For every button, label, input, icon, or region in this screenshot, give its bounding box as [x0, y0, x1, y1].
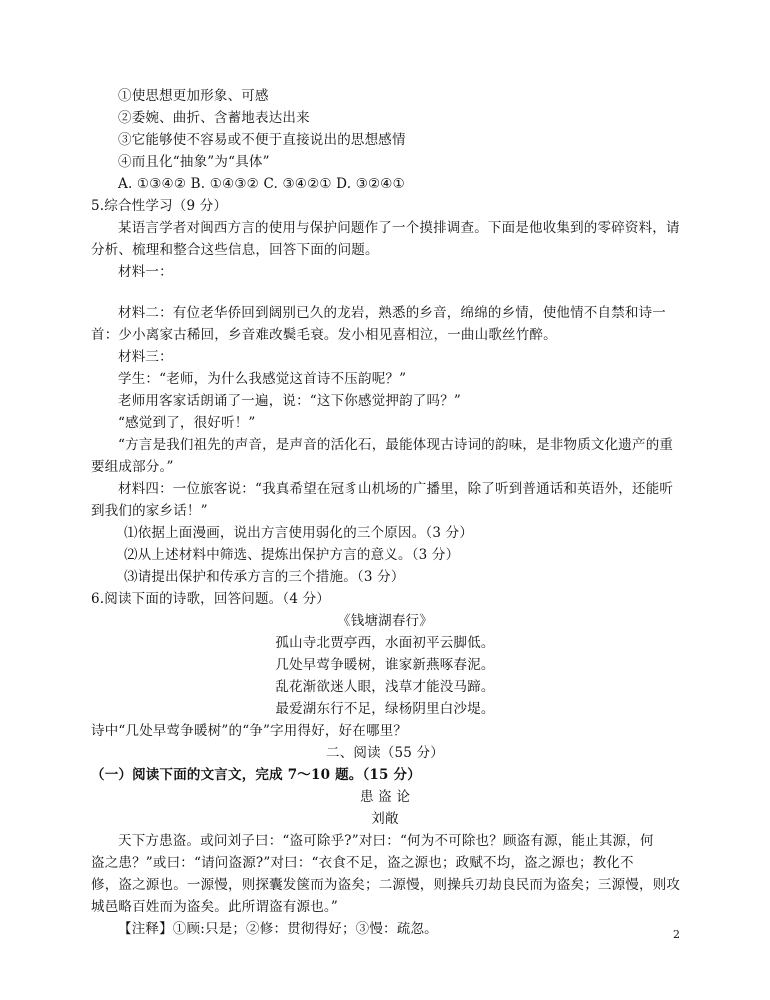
- q5-sub-3: ⑶请提出保护和传承方言的三个措施。（3 分）: [124, 569, 405, 585]
- q5-intro-2: 分析、梳理和整合这些信息，回答下面的问题。: [91, 242, 379, 258]
- q6-heading: 6.阅读下面的诗歌，回答问题。（4 分）: [91, 591, 331, 607]
- q5-intro-1: 某语言学者对闽西方言的使用与保护问题作了一个摸排调查。下面是他收集到的零碎资料，请: [118, 220, 680, 236]
- poem-line-2: 几处早莺争暖树，谁家新燕啄春泥。: [275, 657, 495, 673]
- option-3: ③它能够使不容易或不便于直接说出的思想感情: [118, 132, 406, 148]
- poem-line-4: 最爱湖东行不足，绿杨阴里白沙堤。: [275, 701, 495, 717]
- material-4-line-2: 到我们的家乡话！”: [91, 503, 208, 519]
- part-1-instructions: （一）阅读下面的文言文，完成 7～10 题。（15 分）: [91, 767, 421, 783]
- essay-line-1: 天下方患盗。或问刘子曰：“盗可除乎?”对曰：“何为不可除也？顾盗有源，能止其源，何: [118, 833, 654, 849]
- essay-note: 【注释】①顾:只是；②修：贯彻得好；③慢：疏忽。: [118, 921, 438, 937]
- essay-author: 刘敞: [371, 811, 399, 827]
- material-2-line-1: 材料二：有位老华侨回到阔别已久的龙岩，熟悉的乡音，绵绵的乡情，使他情不自禁和诗一: [118, 305, 666, 321]
- material-3-quote-1: “方言是我们祖先的声音，是声音的活化石，最能体现古诗词的韵味，是非物质文化遗产的重: [118, 437, 674, 453]
- essay-line-2: 盗之患？”或曰：“请问盗源?”对曰：“衣食不足，盗之源也；政赋不均，盗之源也；教化不: [91, 855, 634, 871]
- q5-heading: 5.综合性学习（9 分）: [91, 198, 228, 214]
- essay-line-4: 城邑略百姓而为盗矣。此所谓盗有源也。”: [91, 899, 338, 915]
- material-3-reply: “感觉到了，很好听！”: [118, 415, 256, 431]
- poem-line-1: 孤山寺北贾亭西，水面初平云脚低。: [275, 635, 495, 651]
- essay-title: 患 盗 论: [359, 789, 411, 805]
- material-3-teacher: 老师用客家话朗诵了一遍，说：“这下你感觉押韵了吗？”: [118, 393, 462, 409]
- q6-question: 诗中“几处早莺争暖树”的“争”字用得好，好在哪里？: [91, 723, 408, 739]
- q5-sub-1: ⑴依据上面漫画，说出方言使用弱化的三个原因。（3 分）: [124, 525, 474, 541]
- page-number: 2: [673, 928, 680, 941]
- material-3-label: 材料三：: [118, 349, 173, 365]
- material-2-line-2: 首：少小离家古稀回，乡音难改鬓毛衰。发小相见喜相泣，一曲山歌丝竹醉。: [91, 327, 557, 343]
- q5-sub-2: ⑵从上述材料中筛选、提炼出保护方言的意义。（3 分）: [124, 547, 460, 563]
- option-2: ②委婉、曲折、含蓄地表达出来: [118, 110, 310, 126]
- material-3-quote-2: 要组成部分。”: [91, 459, 174, 475]
- essay-line-3: 修，盗之源也。一源慢，则探囊发箧而为盗矣；二源慢，则操兵刃劫良民而为盗矣；三源慢，则攻: [91, 877, 681, 893]
- material-4-line-1: 材料四：一位旅客说：“我真希望在冠豸山机场的广播里，除了听到普通话和英语外，还能听: [118, 481, 674, 497]
- poem-line-3: 乱花渐欲迷人眼，浅草才能没马蹄。: [275, 679, 495, 695]
- material-1-label: 材料一：: [118, 264, 173, 280]
- answer-choices: A. ①③④② B. ①④③② C. ③④②① D. ③②④①: [118, 176, 405, 192]
- option-4: ④而且化“抽象”为“具体”: [118, 154, 270, 170]
- option-1: ①使思想更加形象、可感: [118, 88, 269, 104]
- poem-title: 《钱塘湖春行》: [337, 613, 433, 629]
- section-2-heading: 二、阅读（55 分）: [326, 745, 444, 761]
- material-3-student: 学生：“老师，为什么我感觉这首诗不压韵呢？”: [118, 371, 407, 387]
